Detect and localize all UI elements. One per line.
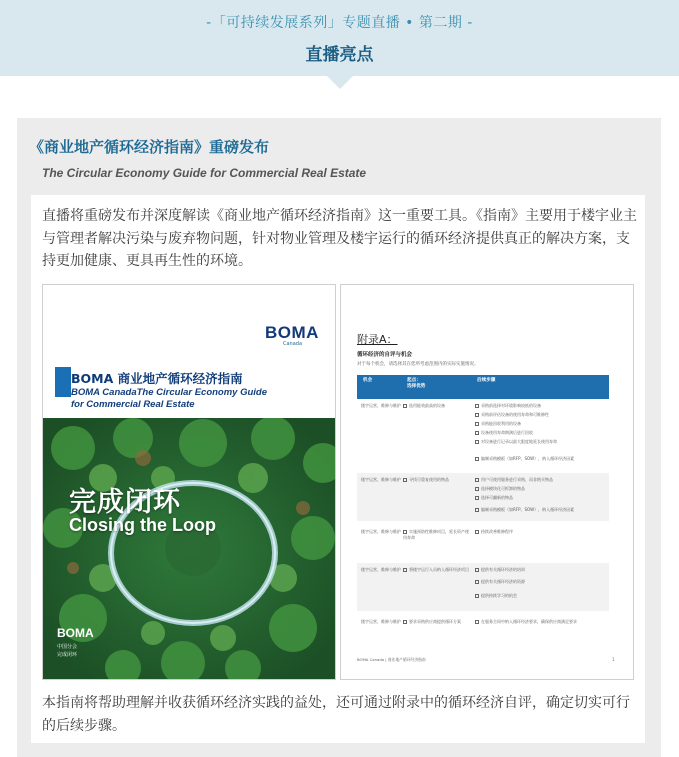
row-step-text: 设备使用寿命期满后进行回收 xyxy=(481,430,533,435)
boma-logo: BOMA xyxy=(265,323,319,342)
checkbox xyxy=(475,580,479,584)
appendix-page-image xyxy=(340,284,634,680)
row-start xyxy=(403,403,471,409)
row-step xyxy=(475,486,605,492)
cover-title-en-line2: for Commercial Real Estate xyxy=(71,399,195,410)
section-title: 《商业地产循环经济指南》重磅发布 xyxy=(29,138,270,156)
checkbox xyxy=(475,404,479,408)
row-step-text: 选择可翻新的物品 xyxy=(481,495,513,500)
guide-cover-image xyxy=(42,284,336,680)
checkbox xyxy=(475,496,479,500)
row-step xyxy=(475,529,605,535)
series-line: -「可持续发展系列」专题直播 • 第二期 - xyxy=(206,15,473,31)
row-start xyxy=(403,567,471,573)
row-opportunity: 楼宇运营、维修与维护 xyxy=(361,477,401,482)
checkbox xyxy=(475,487,479,491)
row-step xyxy=(475,456,605,462)
page-title: 直播亮点 xyxy=(305,45,374,65)
cover-title-cn: BOMA 商业地产循环经济指南 xyxy=(71,371,243,386)
appendix-page-number: 1 xyxy=(612,657,615,662)
checkbox xyxy=(403,404,407,408)
intro-paragraph: 直播将重磅发布并深度解读《商业地产循环经济指南》这一重要工具。《指南》主要用于楼宇业主与管理者解决污染与废弃物问题，针对物业管理及楼宇运行的循环经济提供真正的解决方案，支持更加健康、更具再生性的环境。 xyxy=(42,208,637,269)
section-subtitle: The Circular Economy Guide for Commercial Real Estate xyxy=(42,166,367,180)
checkbox xyxy=(403,620,407,624)
checkbox xyxy=(403,478,407,482)
checkbox xyxy=(475,478,479,482)
row-step-text: 提供有关循环经济的培训 xyxy=(481,567,525,572)
outro-paragraph: 本指南将帮助理解并收获循环经济实践的益处，还可通过附录中的循环经济自评，确定切实可行的后续步骤。 xyxy=(42,695,630,734)
row-step-text: 提供持续学习的机会 xyxy=(481,593,517,598)
checkbox xyxy=(475,413,479,417)
row-start-text: 选用能效最高的设备 xyxy=(409,403,445,408)
row-step xyxy=(475,593,605,599)
header-banner xyxy=(0,0,679,76)
row-step xyxy=(475,579,605,585)
row-step xyxy=(475,507,605,513)
checkbox xyxy=(475,422,479,426)
checkbox xyxy=(475,508,479,512)
checkbox xyxy=(475,431,479,435)
row-start-text: 实施预防性维修项目，延长资产使用寿命 xyxy=(403,529,469,540)
checkbox xyxy=(475,594,479,598)
col-opportunity: 机会 xyxy=(363,378,373,383)
row-start xyxy=(403,529,471,540)
row-step xyxy=(475,421,605,427)
cover-headline-en: Closing the Loop xyxy=(69,515,216,535)
cover-bottom-tagline: 完成闭环 xyxy=(57,652,78,658)
row-start xyxy=(403,619,471,625)
row-step xyxy=(475,619,605,625)
appendix-footer: BOMA Canada | 商业地产循环经济指南 xyxy=(357,657,426,662)
checkbox xyxy=(403,568,407,572)
checkbox xyxy=(475,568,479,572)
row-start-text: 将楼宇运行人员纳入循环经济项目 xyxy=(409,567,469,572)
row-opportunity: 楼宇运营、维修与维护 xyxy=(361,567,401,572)
col-start: 起点： 选择优势 xyxy=(407,378,426,389)
row-start xyxy=(403,477,471,483)
cover-bottom-logo: BOMA xyxy=(57,626,94,640)
cover-accent-bar xyxy=(55,367,71,397)
boma-logo-sub: Canada xyxy=(283,341,303,347)
row-step-text: 对设备进行记录以最大限度地延长使用寿命 xyxy=(481,439,557,444)
appendix-heading: 循环经济的自评与机会 xyxy=(357,352,413,358)
row-step-text: 编制采购模板（如RFP、SOW），纳入循环经济因素 xyxy=(481,456,575,461)
row-start-text: 寻找可重复使用的物品 xyxy=(409,477,449,482)
row-step-text: 持续改善维修程序 xyxy=(481,529,513,534)
row-step xyxy=(475,430,605,436)
appendix-intro: 对于每个机会，请选择其在您所考虑范围内的实际实施情况。 xyxy=(357,362,479,367)
appendix-title: 附录A： xyxy=(357,333,398,346)
appendix-table-header xyxy=(357,375,609,399)
col-next-steps: 后续步骤 xyxy=(477,378,496,383)
row-step-text: 采购前评估设备的使用寿命和可维修性 xyxy=(481,412,549,417)
header-arrow xyxy=(327,76,353,89)
row-step xyxy=(475,403,605,409)
row-step xyxy=(475,567,605,573)
checkbox xyxy=(403,530,407,534)
row-opportunity: 楼宇运营、维修与维护 xyxy=(361,529,401,534)
cover-bottom-logo-sub: 中国分会 xyxy=(57,644,78,650)
row-step-text: 提供有关循环经济的资源 xyxy=(481,579,525,584)
row-step xyxy=(475,439,605,445)
cover-title-en-line1: BOMA CanadaThe Circular Economy Guide xyxy=(71,387,268,398)
checkbox xyxy=(475,620,479,624)
checkbox xyxy=(475,530,479,534)
row-step xyxy=(475,412,605,418)
checkbox xyxy=(475,457,479,461)
forest-photo xyxy=(43,418,336,680)
row-opportunity: 楼宇运营、维修与维护 xyxy=(361,619,401,624)
row-step xyxy=(475,495,605,501)
row-step-text: 采购能回收利用的设备 xyxy=(481,421,521,426)
row-opportunity: 楼宇运营、维修与维护 xyxy=(361,403,401,408)
row-start-text: 要求采购供应商提供循环方案 xyxy=(409,619,461,624)
row-step xyxy=(475,477,605,483)
checkbox xyxy=(475,440,479,444)
cover-headline-cn: 完成闭环 xyxy=(69,487,181,518)
row-step-text: 在服务合同中纳入循环经济要求，确保供应商满足要求 xyxy=(481,619,577,624)
row-step-text: 编制采购模板（如RFP、SOW），纳入循环经济因素 xyxy=(481,507,575,512)
row-step-text: 采购前选择对环境影响较低的设备 xyxy=(481,403,541,408)
row-step-text: 用户可使用服务进行采购，而非购买物品 xyxy=(481,477,553,482)
row-step-text: 选择模块化可拆卸的物品 xyxy=(481,486,525,491)
